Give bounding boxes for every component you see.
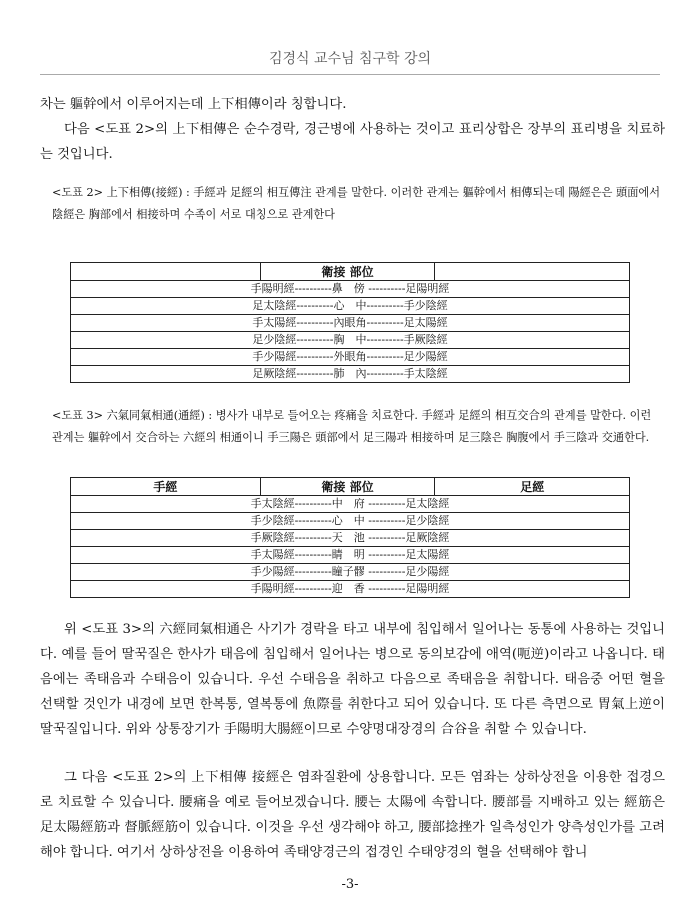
page-number: -3- [341, 877, 359, 892]
header-rule [40, 74, 660, 75]
table3-row: 手少陰經----------心 中 ----------足少陰經 [71, 513, 630, 530]
table3 [70, 477, 630, 598]
table3-row: 手少陽經----------瞳子髎 ----------足少陽經 [71, 564, 630, 581]
paragraph-2: 다음 <도표 2>의 上下相傳은 순수경락, 경근병에 사용하는 것이고 표리상합은 장부의 표리병을 치료하는 것입니다. [40, 122, 665, 162]
paragraph-4: 그 다음 <도표 2>의 上下相傳 接經은 염좌질환에 상용합니다. 모든 염좌는 상하상전을 이용한 접경으로 치료할 수 있습니다. 腰痛을 예로 들어보겠습니다. 腰는 太陽에 속합니다. 腰部를 지배하고 있는 經筋은 足太陽經筋과 督脈經筋이 있습니다. 이것을 우선 생각해야 하고, 腰部捻挫가 일측성인가 양측성인가를 고려해야 합니다. 여기서 상하상전을 이용하여 족태양경근의 접경인 수태양경의 혈을 선택해야 합니 [40, 770, 665, 860]
table2-row: 手陽明經----------鼻 傍 ----------足陽明經 [71, 281, 630, 298]
page-header: 김경식 교수님 침구학 강의 [268, 51, 432, 67]
table2-header-right-cell [435, 263, 630, 281]
paragraph-3: 위 <도표 3>의 六經同氣相通은 사기가 경락을 타고 내부에 침입해서 일어나는 동통에 사용하는 것입니다. 예를 들어 딸꾹질은 한사가 태음에 침입해서 일어나는 병으로 동의보감에 애역(呃逆)이라고 나옵니다. 태음에는 족태음과 수태음이 있습니다. 우선 수태음을 취하고 다음으로 족태음을 취합니다. 태음중 어떤 혈을 선택할 것인가 내경에 보면 한복통, 열복통에 魚際를 취한다고 되어 있습니다. 또 다른 측면으로 胃氣上逆이 딸꾹질입니다. 위와 상통장기가 手陽明大腸經이므로 수양명대장경의 合谷을 취할 수 있습니다. [40, 622, 665, 737]
table2-row: 足太陰經----------心 中----------手少陰經 [71, 298, 630, 315]
table3-row: 手厥陰經----------天 池 ----------足厥陰經 [71, 530, 630, 547]
table3-caption: <도표 3> 六氣同氣相通(通經) : 병사가 내부로 들어오는 疼痛을 치료한다. 手經과 足經의 相互交合의 관계를 말한다. 이런 관계는 軀幹에서 交合하는 六經의 相通이니 手三陽은 頭部에서 足三陽과 相接하며 足三陰은 胸腹에서 手三陰과 交通한다. [52, 409, 652, 444]
table2-row: 手太陽經----------內眼角----------足太陽經 [71, 315, 630, 332]
table2-row: 手少陽經----------外眼角----------足少陽經 [71, 349, 630, 366]
table2 [70, 262, 630, 383]
table3-header-mid: 衛接 部位 [260, 478, 435, 496]
paragraph-1: 차는 軀幹에서 이루어지는데 上下相傳이라 칭합니다. [40, 97, 347, 112]
table2-caption: <도표 2> 上下相傳(接經) : 手經과 足經의 相互傳注 관계를 말한다. 이러한 관계는 軀幹에서 相傳되는데 陽經은은 頭面에서 陰經은 胸部에서 相接하며 수족이 서로 대칭으로 관계한다 [52, 186, 661, 221]
table3-header-left: 手經 [71, 478, 261, 496]
table2-header-left-cell [71, 263, 261, 281]
table2-header: 衛接 部位 [260, 263, 435, 281]
table3-row: 手太陰經----------中 府 ----------足太陰經 [71, 496, 630, 513]
table2-row: 足少陰經----------胸 中----------手厥陰經 [71, 332, 630, 349]
table3-header-right: 足經 [435, 478, 630, 496]
table2-row: 足厥陰經----------肺 內----------手太陰經 [71, 366, 630, 383]
table3-row: 手太陽經----------睛 明 ----------足太陽經 [71, 547, 630, 564]
table3-row: 手陽明經----------迎 香 ----------足陽明經 [71, 581, 630, 598]
